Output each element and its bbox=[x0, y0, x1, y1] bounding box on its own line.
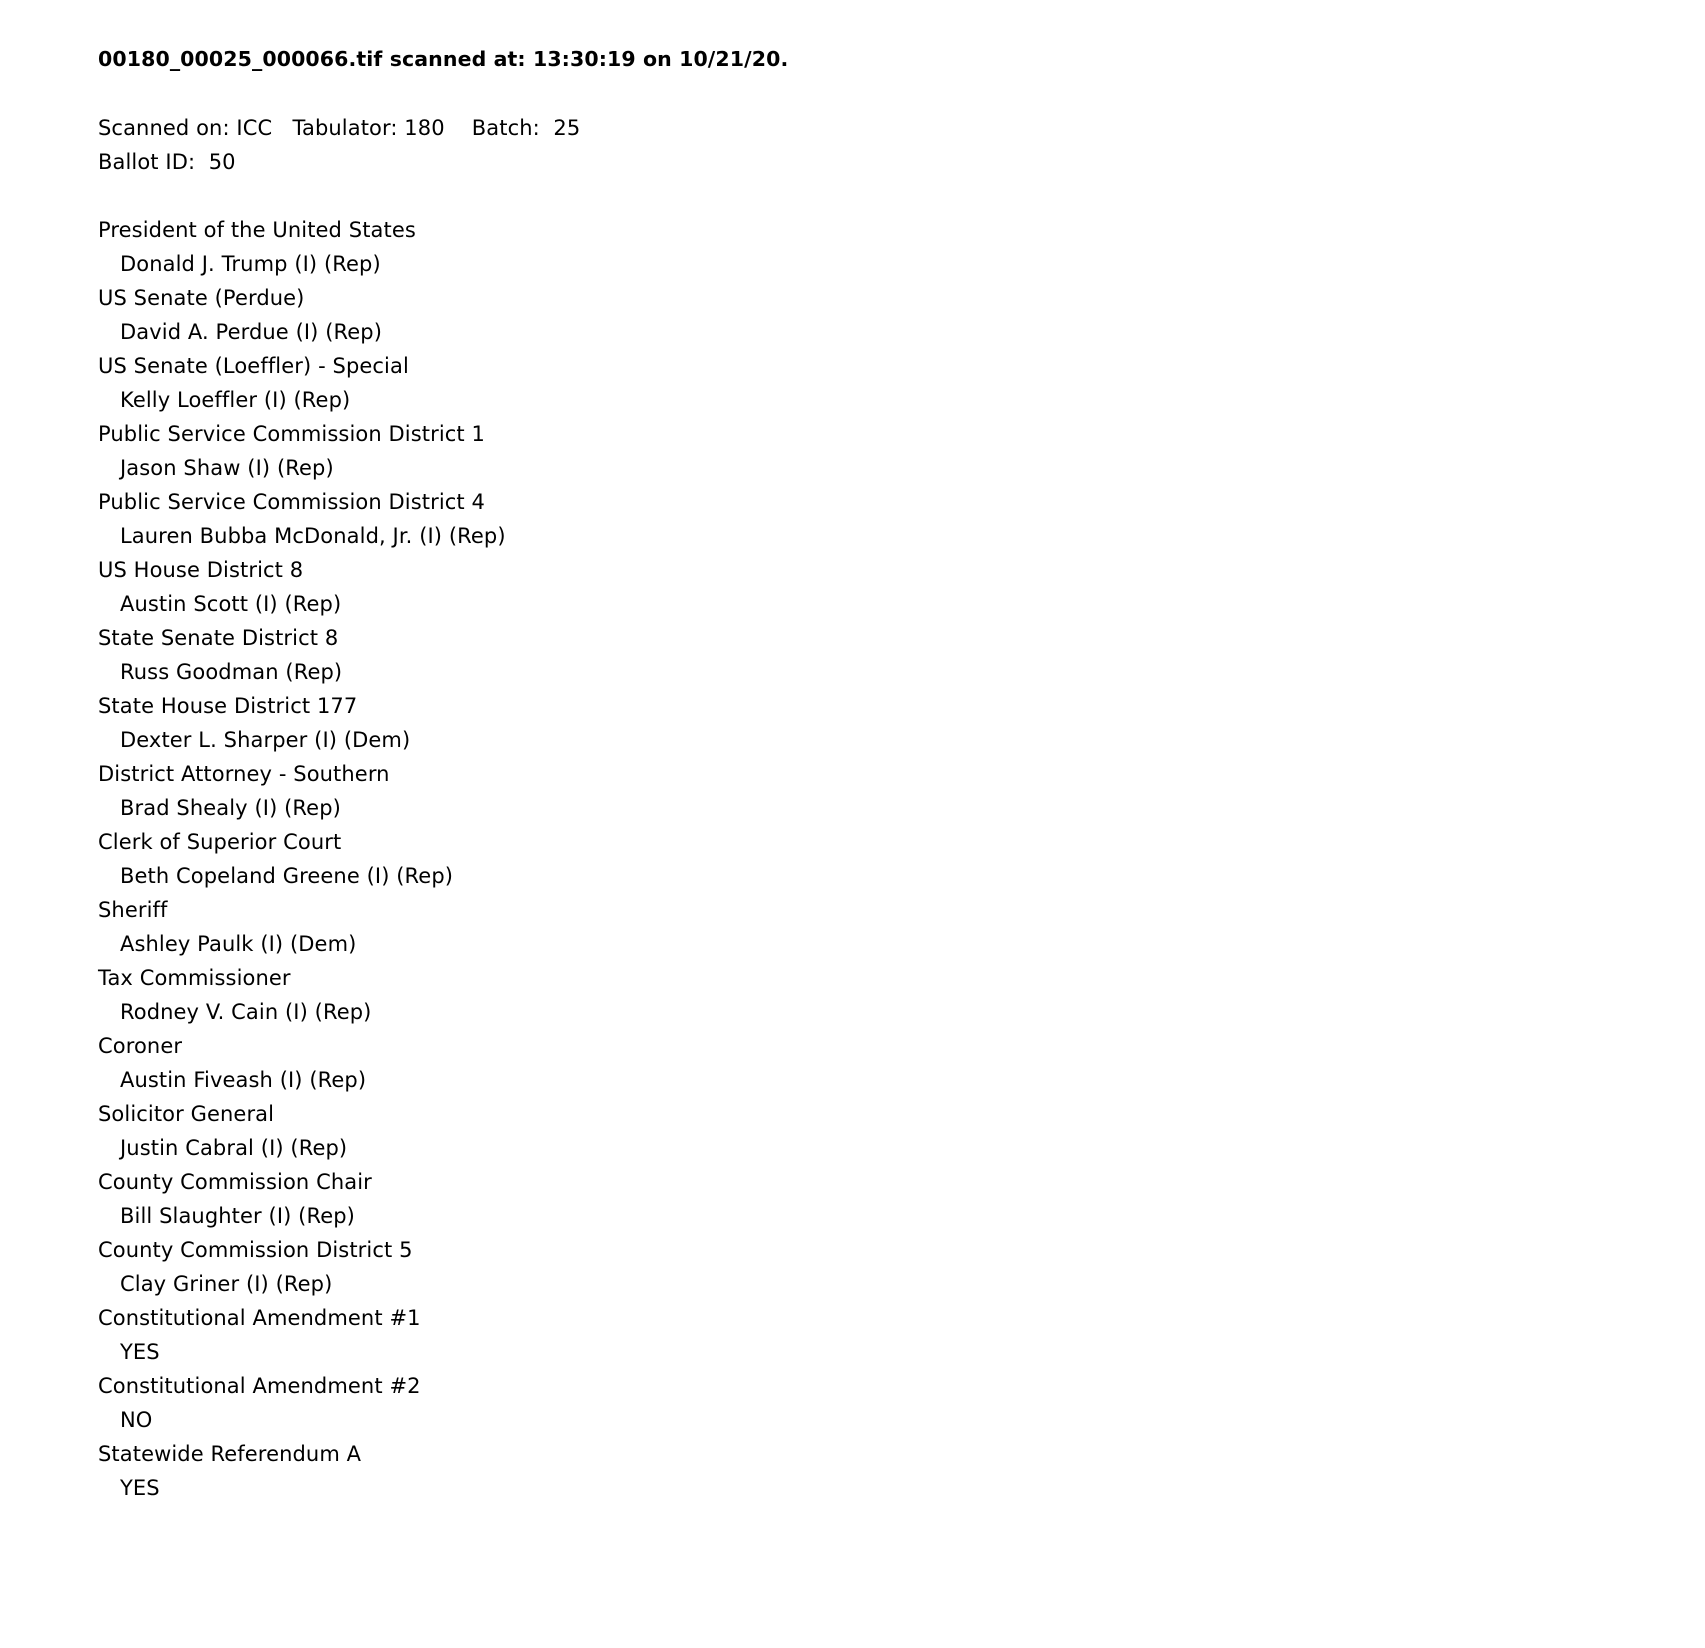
contest-title: Sheriff bbox=[98, 898, 168, 923]
contest-title: Public Service Commission District 4 bbox=[98, 489, 485, 514]
contest-choice: Austin Fiveash (I) (Rep) bbox=[120, 1068, 367, 1093]
contest-item bbox=[98, 281, 1705, 349]
contest-title: State Senate District 8 bbox=[98, 625, 339, 650]
contest-choice: Donald J. Trump (I) (Rep) bbox=[120, 251, 381, 276]
contest-item bbox=[98, 1233, 1705, 1301]
contest-title: Solicitor General bbox=[98, 1102, 275, 1127]
contest-choice: Clay Griner (I) (Rep) bbox=[120, 1272, 333, 1297]
ballot-id-line: Ballot ID: 50 bbox=[98, 149, 236, 174]
contest-choice: YES bbox=[120, 1476, 160, 1501]
contest-item bbox=[98, 621, 1705, 689]
scan-file-header: 00180_00025_000066.tif scanned at: 13:30:19 on 10/21/20. bbox=[98, 47, 789, 71]
contest-item bbox=[98, 893, 1705, 961]
contest-title: Constitutional Amendment #1 bbox=[98, 1306, 421, 1331]
contest-list bbox=[98, 213, 1705, 1506]
contest-item bbox=[98, 825, 1705, 893]
contest-choice: Brad Shealy (I) (Rep) bbox=[120, 796, 341, 821]
contest-choice: Bill Slaughter (I) (Rep) bbox=[120, 1204, 355, 1229]
contest-choice: David A. Perdue (I) (Rep) bbox=[120, 319, 383, 344]
contest-item bbox=[98, 1165, 1705, 1233]
contest-choice: Kelly Loeffler (I) (Rep) bbox=[120, 387, 351, 412]
contest-choice: Jason Shaw (I) (Rep) bbox=[120, 455, 334, 480]
contest-item bbox=[98, 1369, 1705, 1437]
contest-title: Coroner bbox=[98, 1034, 183, 1059]
contest-title: County Commission District 5 bbox=[98, 1238, 413, 1263]
contest-choice: Justin Cabral (I) (Rep) bbox=[120, 1136, 348, 1161]
contest-title: State House District 177 bbox=[98, 694, 358, 718]
contest-title: US House District 8 bbox=[98, 557, 304, 582]
contest-title: Statewide Referendum A bbox=[98, 1442, 362, 1467]
meta-spacer bbox=[98, 179, 1705, 213]
contest-title: District Attorney - Southern bbox=[98, 762, 390, 787]
contest-title: Tax Commissioner bbox=[98, 966, 291, 991]
scan-metadata bbox=[98, 111, 1705, 179]
contest-item bbox=[98, 213, 1705, 281]
contest-item bbox=[98, 553, 1705, 621]
contest-item bbox=[98, 1301, 1705, 1369]
contest-item bbox=[98, 1097, 1705, 1165]
contest-item bbox=[98, 349, 1705, 417]
contest-choice: Rodney V. Cain (I) (Rep) bbox=[120, 1000, 372, 1025]
scan-source-line: Scanned on: ICC Tabulator: 180 Batch: 25 bbox=[98, 115, 581, 140]
contest-title: Public Service Commission District 1 bbox=[98, 421, 485, 446]
contest-item bbox=[98, 417, 1705, 485]
contest-choice: Russ Goodman (Rep) bbox=[120, 659, 343, 684]
contest-choice: Ashley Paulk (I) (Dem) bbox=[120, 932, 357, 957]
contest-title: Constitutional Amendment #2 bbox=[98, 1374, 421, 1399]
contest-choice: Lauren Bubba McDonald, Jr. (I) (Rep) bbox=[120, 523, 506, 548]
header-spacer bbox=[98, 75, 1705, 111]
contest-title: County Commission Chair bbox=[98, 1170, 372, 1195]
contest-item bbox=[98, 961, 1705, 1029]
contest-choice: YES bbox=[120, 1340, 160, 1365]
contest-item bbox=[98, 689, 1705, 757]
contest-choice: NO bbox=[120, 1408, 153, 1433]
contest-title: Clerk of Superior Court bbox=[98, 830, 342, 855]
contest-choice: Dexter L. Sharper (I) (Dem) bbox=[120, 728, 411, 753]
contest-item bbox=[98, 757, 1705, 825]
contest-item bbox=[98, 485, 1705, 553]
contest-title: US Senate (Perdue) bbox=[98, 285, 305, 310]
contest-choice: Beth Copeland Greene (I) (Rep) bbox=[120, 864, 454, 889]
contest-item bbox=[98, 1437, 1705, 1505]
contest-title: President of the United States bbox=[98, 217, 416, 242]
contest-item bbox=[98, 1029, 1705, 1097]
contest-title: US Senate (Loeffler) - Special bbox=[98, 353, 409, 378]
contest-choice: Austin Scott (I) (Rep) bbox=[120, 591, 342, 616]
